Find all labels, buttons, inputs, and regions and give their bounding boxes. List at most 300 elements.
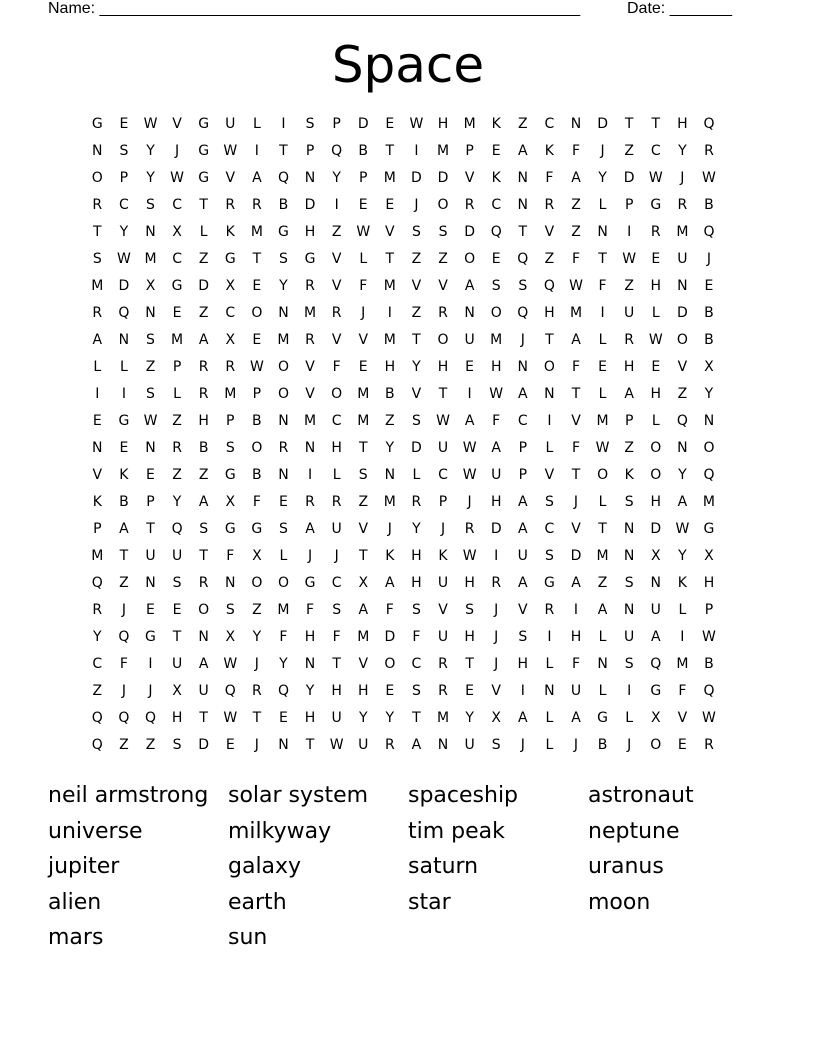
grid-letter: W [462, 548, 477, 564]
grid-letter: X [704, 548, 714, 564]
grid-letter: C [119, 197, 129, 213]
grid-letter: R [438, 305, 448, 321]
grid-letter: T [252, 251, 262, 267]
grid-letter: H [411, 548, 422, 564]
grid-letter: Z [571, 224, 581, 240]
grid-letter: A [252, 170, 262, 186]
grid-letter: C [331, 413, 342, 429]
date-field-label: Date: _______ [627, 0, 732, 17]
grid-letter: V [571, 413, 581, 429]
grid-letter: I [547, 629, 552, 645]
grid-letter: H [331, 440, 342, 456]
grid-letter: S [411, 683, 421, 699]
grid-letter: J [361, 305, 366, 321]
grid-letter: X [145, 278, 156, 294]
word-list-item: neptune [588, 818, 680, 844]
grid-letter: P [359, 170, 368, 186]
grid-letter: O [331, 386, 343, 402]
grid-letter: S [465, 602, 475, 618]
grid-letter: Y [305, 683, 315, 699]
grid-letter: O [277, 359, 289, 375]
grid-letter: M [436, 710, 450, 726]
grid-letter: R [225, 359, 236, 375]
grid-letter: N [384, 467, 396, 483]
grid-letter: T [252, 710, 262, 726]
grid-letter: M [490, 332, 503, 348]
grid-letter: S [544, 548, 554, 564]
grid-letter: R [544, 602, 555, 618]
grid-letter: S [119, 143, 129, 159]
grid-letter: Q [517, 305, 529, 321]
grid-letter: T [545, 332, 554, 348]
grid-letter: M [596, 413, 609, 429]
grid-letter: U [331, 521, 342, 537]
grid-letter: U [171, 548, 183, 564]
grid-letter: S [624, 575, 634, 591]
grid-letter: Y [678, 548, 687, 564]
grid-letter: Y [119, 224, 129, 240]
grid-letter: I [627, 683, 632, 699]
grid-letter: N [278, 305, 289, 321]
grid-letter: I [414, 143, 419, 159]
grid-letter: G [650, 683, 662, 699]
grid-letter: A [571, 332, 581, 348]
grid-letter: E [385, 116, 395, 132]
grid-letter: C [650, 143, 661, 159]
grid-letter: A [624, 386, 634, 402]
grid-letter: A [385, 575, 395, 591]
grid-letter: D [411, 440, 422, 456]
grid-letter: G [224, 521, 236, 537]
grid-letter: N [517, 197, 529, 213]
grid-letter: E [172, 602, 182, 618]
grid-letter: W [223, 143, 238, 159]
grid-letter: M [144, 251, 157, 267]
grid-letter: M [383, 332, 396, 348]
grid-letter: F [598, 278, 607, 294]
grid-letter: J [494, 602, 499, 618]
word-list-item: star [408, 889, 451, 915]
grid-letter: W [595, 440, 610, 456]
grid-letter: N [703, 413, 715, 429]
grid-letter: U [198, 683, 209, 699]
grid-letter: T [571, 467, 581, 483]
grid-letter: T [199, 197, 208, 213]
grid-letter: C [92, 656, 103, 672]
grid-letter: Y [385, 710, 395, 726]
grid-letter: F [571, 656, 581, 672]
grid-letter: H [304, 710, 316, 726]
grid-letter: T [598, 521, 607, 537]
grid-letter: H [331, 683, 342, 699]
grid-letter: J [254, 737, 259, 753]
grid-letter: G [118, 413, 130, 429]
grid-letter: B [597, 737, 608, 753]
grid-letter: A [491, 440, 501, 456]
grid-letter: O [251, 440, 263, 456]
grid-letter: V [358, 521, 369, 537]
grid-letter: S [544, 494, 554, 510]
grid-letter: Y [412, 359, 421, 375]
grid-letter: W [223, 710, 238, 726]
grid-letter: N [544, 386, 555, 402]
grid-letter: V [358, 332, 369, 348]
grid-letter: P [226, 413, 235, 429]
grid-letter: R [172, 440, 182, 456]
grid-letter: Y [279, 656, 288, 672]
grid-letter: T [279, 143, 288, 159]
grid-letter: D [570, 548, 582, 564]
grid-letter: K [624, 467, 634, 483]
grid-letter: D [198, 278, 210, 294]
grid-letter: E [279, 710, 288, 726]
grid-letter: L [119, 359, 128, 375]
grid-letter: N [517, 170, 529, 186]
word-list-item: moon [588, 889, 651, 915]
grid-letter: N [544, 683, 555, 699]
grid-letter: U [464, 332, 475, 348]
grid-letter: N [437, 737, 449, 753]
grid-letter: S [305, 116, 315, 132]
grid-letter: Q [277, 170, 289, 186]
grid-letter: Q [543, 278, 555, 294]
grid-letter: O [650, 467, 662, 483]
grid-letter: I [387, 305, 392, 321]
grid-letter: Z [119, 737, 129, 753]
grid-letter: T [518, 224, 528, 240]
grid-letter: Z [119, 575, 129, 591]
grid-letter: M [224, 386, 237, 402]
grid-letter: E [252, 332, 262, 348]
grid-letter: P [518, 440, 528, 456]
grid-letter: D [118, 278, 130, 294]
grid-letter: T [571, 386, 581, 402]
grid-letter: M [357, 386, 370, 402]
grid-letter: H [437, 359, 449, 375]
grid-letter: X [172, 224, 182, 240]
grid-letter: G [304, 575, 316, 591]
grid-letter: H [650, 494, 662, 510]
grid-letter: J [334, 548, 339, 564]
grid-letter: P [518, 467, 528, 483]
word-list-item: tim peak [408, 818, 505, 844]
grid-letter: P [172, 359, 182, 375]
word-list-item: mars [48, 925, 104, 951]
grid-letter: T [119, 548, 129, 564]
grid-letter: V [92, 467, 103, 483]
grid-letter: O [91, 170, 103, 186]
grid-letter: W [622, 251, 637, 267]
grid-letter: M [702, 494, 715, 510]
grid-letter: O [650, 440, 662, 456]
grid-letter: T [305, 737, 315, 753]
grid-letter: F [279, 629, 288, 645]
grid-letter: A [597, 602, 608, 618]
grid-letter: U [517, 548, 528, 564]
grid-letter: N [623, 548, 635, 564]
grid-letter: A [198, 656, 209, 672]
grid-letter: E [225, 737, 235, 753]
grid-letter: A [650, 629, 661, 645]
grid-letter: L [651, 305, 660, 321]
grid-letter: N [650, 575, 661, 591]
grid-letter: S [199, 521, 209, 537]
grid-letter: J [414, 197, 419, 213]
grid-letter: G [650, 197, 662, 213]
grid-letter: X [704, 359, 714, 375]
grid-letter: K [491, 170, 501, 186]
word-list-item: uranus [588, 854, 664, 880]
word-list-item: sun [228, 925, 268, 951]
grid-letter: C [517, 413, 528, 429]
grid-letter: H [304, 629, 316, 645]
grid-letter: H [171, 710, 183, 726]
grid-letter: V [331, 332, 342, 348]
grid-letter: Q [91, 575, 103, 591]
grid-letter: U [225, 116, 236, 132]
grid-letter: J [600, 143, 605, 159]
grid-letter: O [277, 575, 289, 591]
grid-letter: J [467, 494, 472, 510]
grid-letter: L [252, 116, 261, 132]
grid-letter: J [440, 521, 446, 537]
grid-letter: J [254, 656, 259, 672]
grid-letter: K [119, 467, 129, 483]
grid-letter: Y [172, 494, 182, 510]
grid-letter: B [278, 197, 289, 213]
grid-letter: C [491, 197, 502, 213]
grid-letter: V [677, 359, 688, 375]
grid-letter: N [623, 602, 635, 618]
grid-letter: Y [252, 629, 262, 645]
grid-letter: D [623, 170, 635, 186]
grid-letter: W [648, 332, 663, 348]
grid-letter: W [170, 170, 184, 186]
grid-letter: S [172, 737, 182, 753]
grid-letter: T [651, 116, 661, 132]
grid-letter: Z [597, 575, 608, 591]
grid-letter: N [145, 440, 156, 456]
grid-letter: X [252, 548, 262, 564]
grid-letter: M [596, 548, 609, 564]
grid-letter: E [491, 251, 501, 267]
grid-letter: P [305, 143, 315, 159]
grid-letter: P [465, 143, 474, 159]
grid-letter: H [198, 413, 209, 429]
grid-letter: L [545, 737, 554, 753]
grid-letter: L [598, 332, 607, 348]
grid-letter: R [464, 521, 475, 537]
grid-letter: G [198, 170, 210, 186]
grid-letter: J [573, 737, 579, 753]
grid-letter: A [92, 332, 103, 348]
grid-letter: A [518, 521, 528, 537]
grid-letter: L [173, 386, 181, 402]
grid-letter: D [676, 305, 688, 321]
grid-letter: O [543, 359, 555, 375]
grid-letter: N [597, 656, 608, 672]
grid-letter: Y [358, 710, 368, 726]
word-list-item: alien [48, 889, 102, 915]
grid-letter: P [624, 197, 634, 213]
grid-letter: S [92, 251, 102, 267]
grid-letter: I [600, 305, 605, 321]
grid-letter: K [225, 224, 235, 240]
grid-letter: L [598, 386, 607, 402]
grid-letter: L [598, 494, 607, 510]
grid-letter: Y [146, 170, 155, 186]
grid-letter: Q [703, 116, 715, 132]
grid-letter: Z [624, 143, 634, 159]
grid-letter: R [198, 575, 209, 591]
grid-letter: V [677, 710, 688, 726]
grid-letter: L [678, 602, 687, 618]
grid-letter: X [491, 710, 501, 726]
grid-letter: N [225, 575, 236, 591]
grid-letter: E [598, 359, 607, 375]
grid-letter: D [490, 521, 502, 537]
grid-letter: O [437, 197, 449, 213]
word-list-item: milkyway [228, 818, 332, 844]
grid-letter: J [680, 170, 685, 186]
grid-letter: E [146, 467, 155, 483]
grid-letter: H [517, 656, 529, 672]
grid-letter: Q [331, 143, 343, 159]
grid-letter: A [198, 494, 209, 510]
grid-letter: F [571, 359, 581, 375]
grid-letter: R [198, 359, 209, 375]
grid-letter: H [437, 116, 449, 132]
grid-letter: S [518, 629, 528, 645]
grid-letter: X [358, 575, 369, 591]
grid-letter: H [304, 224, 316, 240]
grid-letter: M [383, 170, 396, 186]
grid-letter: S [624, 494, 634, 510]
grid-letter: A [518, 710, 528, 726]
grid-letter: B [704, 197, 714, 213]
grid-letter: A [358, 602, 369, 618]
grid-letter: H [544, 305, 555, 321]
grid-letter: S [146, 386, 155, 402]
grid-letter: J [494, 629, 499, 645]
grid-letter: T [385, 143, 395, 159]
grid-letter: T [172, 629, 182, 645]
grid-letter: D [384, 629, 396, 645]
grid-letter: S [491, 278, 501, 294]
grid-letter: H [650, 386, 662, 402]
grid-letter: S [518, 278, 528, 294]
grid-letter: Q [91, 737, 103, 753]
grid-letter: G [543, 575, 555, 591]
grid-letter: Z [92, 683, 103, 699]
grid-letter: Z [252, 602, 262, 618]
grid-letter: J [121, 602, 126, 618]
grid-letter: M [436, 143, 450, 159]
grid-letter: Q [144, 710, 156, 726]
grid-letter: N [145, 305, 156, 321]
grid-letter: N [623, 521, 635, 537]
grid-letter: L [598, 629, 607, 645]
grid-letter: T [438, 386, 448, 402]
grid-letter: H [411, 575, 422, 591]
grid-letter: R [331, 305, 342, 321]
grid-letter: P [624, 413, 634, 429]
grid-letter: R [704, 737, 714, 753]
grid-letter: V [544, 224, 555, 240]
grid-letter: V [358, 656, 369, 672]
grid-letter: Q [517, 251, 529, 267]
grid-letter: M [250, 224, 263, 240]
grid-letter: J [121, 683, 126, 699]
grid-letter: P [252, 386, 262, 402]
grid-letter: Z [172, 467, 182, 483]
grid-letter: M [277, 332, 290, 348]
grid-letter: N [517, 359, 529, 375]
grid-letter: E [385, 683, 395, 699]
grid-letter: F [545, 170, 554, 186]
grid-letter: Q [118, 305, 130, 321]
grid-letter: S [225, 602, 235, 618]
grid-letter: Q [703, 683, 715, 699]
grid-letter: R [624, 332, 635, 348]
grid-letter: F [359, 278, 368, 294]
grid-letter: N [570, 116, 582, 132]
grid-letter: F [252, 494, 261, 510]
grid-letter: A [518, 575, 528, 591]
grid-letter: Z [624, 278, 634, 294]
grid-letter: M [91, 278, 104, 294]
grid-letter: Q [277, 683, 289, 699]
grid-letter: G [304, 251, 316, 267]
word-list [48, 780, 768, 958]
grid-letter: K [491, 116, 501, 132]
grid-letter: Z [677, 386, 688, 402]
grid-letter: Z [411, 251, 422, 267]
grid-letter: U [331, 710, 342, 726]
grid-letter: Z [358, 494, 369, 510]
word-list-item: spaceship [408, 783, 519, 808]
grid-letter: R [198, 386, 209, 402]
grid-letter: U [171, 656, 183, 672]
grid-letter: P [704, 602, 714, 618]
grid-letter: E [146, 602, 155, 618]
grid-letter: V [491, 683, 501, 699]
grid-letter: X [225, 332, 236, 348]
grid-letter: M [383, 278, 396, 294]
grid-letter: N [677, 278, 688, 294]
grid-letter: V [305, 386, 315, 402]
grid-letter: F [412, 629, 421, 645]
grid-letter: E [465, 359, 475, 375]
grid-letter: Q [703, 224, 715, 240]
grid-letter: V [438, 602, 448, 618]
grid-letter: Z [544, 251, 555, 267]
grid-letter: A [305, 521, 315, 537]
grid-letter: W [143, 413, 158, 429]
grid-letter: F [571, 440, 581, 456]
grid-letter: U [437, 575, 449, 591]
grid-letter: Q [650, 656, 662, 672]
grid-letter: H [703, 575, 715, 591]
grid-letter: T [199, 710, 208, 726]
grid-letter: B [252, 467, 262, 483]
grid-letter: O [676, 332, 688, 348]
grid-letter: S [279, 251, 288, 267]
letter-grid [84, 114, 722, 762]
word-list-item: neil armstrong [48, 783, 209, 808]
grid-letter: Z [172, 413, 182, 429]
grid-letter: O [251, 575, 263, 591]
